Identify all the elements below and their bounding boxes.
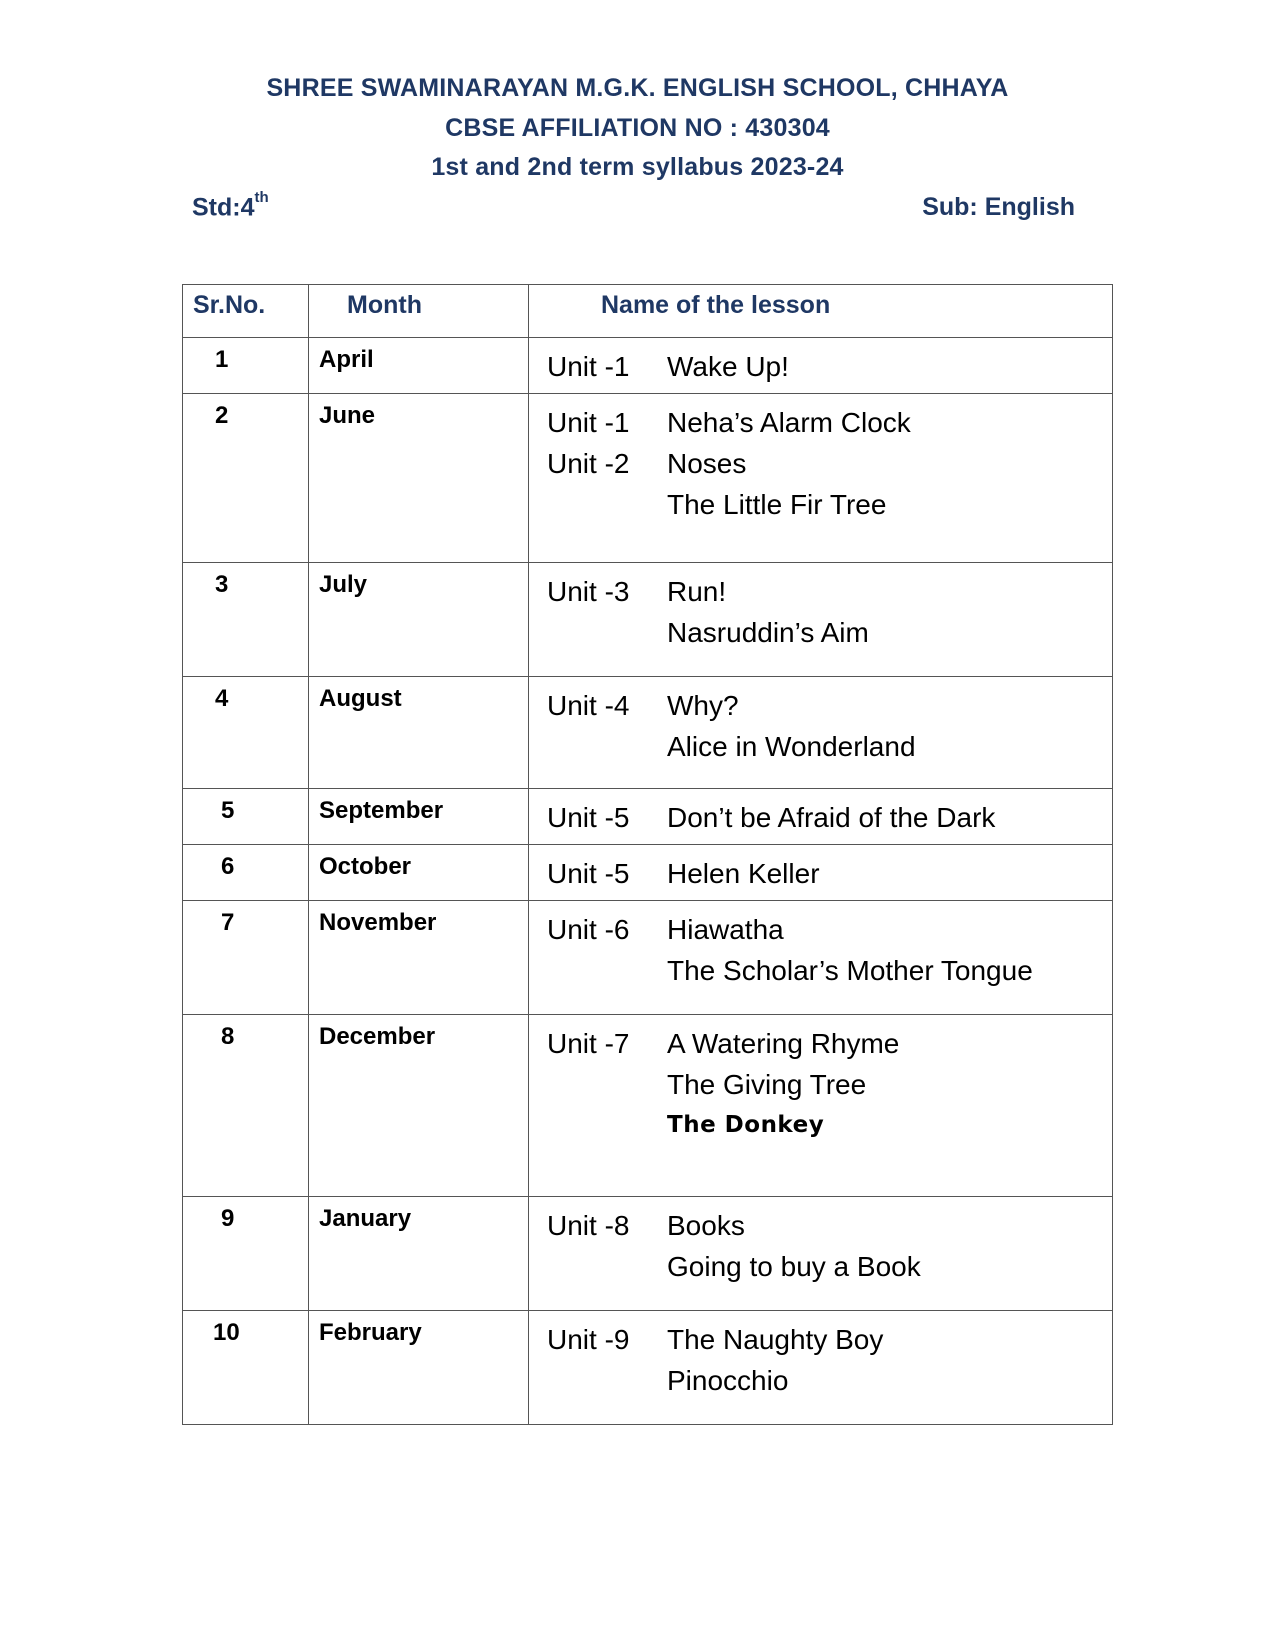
lesson-line bbox=[547, 612, 1112, 653]
unit-label: Unit -5 bbox=[547, 858, 630, 889]
lesson-line bbox=[547, 726, 1112, 767]
syllabus-table bbox=[182, 284, 1113, 1425]
unit-label: Unit -4 bbox=[547, 690, 630, 721]
lesson-title: Noses bbox=[667, 448, 747, 479]
row-month: November bbox=[309, 901, 529, 1015]
table-row bbox=[183, 845, 1113, 901]
lesson-title: Pinocchio bbox=[667, 1365, 789, 1396]
row-lessons bbox=[529, 901, 1113, 1015]
row-sr-no: 3 bbox=[183, 563, 309, 677]
lesson-line bbox=[547, 1246, 1112, 1287]
lesson-title: The Donkey bbox=[667, 1112, 825, 1138]
lesson-line bbox=[547, 685, 1112, 726]
lesson-line bbox=[547, 1105, 1112, 1146]
lesson-title: Run! bbox=[667, 576, 727, 607]
row-sr-no: 9 bbox=[183, 1197, 309, 1311]
row-month: October bbox=[309, 845, 529, 901]
subject-label: Sub: English bbox=[922, 193, 1075, 221]
lesson-line bbox=[547, 853, 1112, 894]
header-sr-no: Sr.No. bbox=[183, 285, 309, 338]
lesson-line bbox=[547, 1360, 1112, 1401]
lesson-line bbox=[547, 1023, 1112, 1064]
table-row bbox=[183, 677, 1113, 789]
row-lessons bbox=[529, 1311, 1113, 1425]
unit-label: Unit -8 bbox=[547, 1210, 630, 1241]
unit-label: Unit -7 bbox=[547, 1028, 630, 1059]
row-sr-no: 4 bbox=[183, 677, 309, 789]
unit-label bbox=[547, 1360, 667, 1401]
unit-label bbox=[547, 726, 667, 767]
table-row bbox=[183, 563, 1113, 677]
lesson-title: Neha’s Alarm Clock bbox=[667, 407, 911, 438]
lesson-title: Helen Keller bbox=[667, 858, 820, 889]
unit-label: Unit -6 bbox=[547, 914, 630, 945]
lesson-title: Going to buy a Book bbox=[667, 1251, 921, 1282]
row-sr-no: 10 bbox=[183, 1311, 309, 1425]
row-sr-no: 8 bbox=[183, 1015, 309, 1197]
lesson-line bbox=[547, 1205, 1112, 1246]
row-month: January bbox=[309, 1197, 529, 1311]
row-sr-no: 5 bbox=[183, 789, 309, 845]
school-name: SHREE SWAMINARAYAN M.G.K. ENGLISH SCHOOL, CHHAYA bbox=[266, 74, 1009, 102]
unit-label: Unit -5 bbox=[547, 802, 630, 833]
lesson-line bbox=[547, 1064, 1112, 1105]
lesson-title: A Watering Rhyme bbox=[667, 1028, 900, 1059]
row-month: July bbox=[309, 563, 529, 677]
unit-label: Unit -3 bbox=[547, 576, 630, 607]
table-row bbox=[183, 1015, 1113, 1197]
lesson-line bbox=[547, 346, 1112, 387]
lesson-title: Why? bbox=[667, 690, 739, 721]
table-row bbox=[183, 789, 1113, 845]
lesson-title: Hiawatha bbox=[667, 914, 784, 945]
row-lessons bbox=[529, 394, 1113, 563]
unit-label bbox=[547, 484, 667, 525]
row-lessons bbox=[529, 563, 1113, 677]
unit-label: Unit -1 bbox=[547, 351, 630, 382]
row-month: February bbox=[309, 1311, 529, 1425]
lesson-line bbox=[547, 950, 1112, 991]
standard-text: Std:4 bbox=[192, 193, 255, 222]
lesson-line bbox=[547, 443, 1112, 484]
unit-label bbox=[547, 950, 667, 991]
header-month: Month bbox=[309, 285, 529, 338]
lesson-line bbox=[547, 571, 1112, 612]
lesson-line bbox=[547, 484, 1112, 525]
syllabus-title: 1st and 2nd term syllabus 2023-24 bbox=[431, 153, 844, 181]
row-lessons bbox=[529, 845, 1113, 901]
unit-label bbox=[547, 1246, 667, 1287]
unit-label bbox=[547, 612, 667, 653]
row-sr-no: 1 bbox=[183, 338, 309, 394]
lesson-line bbox=[547, 402, 1112, 443]
unit-label: Unit -1 bbox=[547, 407, 630, 438]
table-header-row bbox=[183, 285, 1113, 338]
table-row bbox=[183, 394, 1113, 563]
row-lessons bbox=[529, 1015, 1113, 1197]
lesson-title: Wake Up! bbox=[667, 351, 789, 382]
unit-label: Unit -9 bbox=[547, 1324, 630, 1355]
row-lessons bbox=[529, 677, 1113, 789]
lesson-line bbox=[547, 1319, 1112, 1360]
row-sr-no: 2 bbox=[183, 394, 309, 563]
lesson-title: The Scholar’s Mother Tongue bbox=[667, 955, 1033, 986]
standard-suffix: th bbox=[254, 189, 269, 206]
row-month: December bbox=[309, 1015, 529, 1197]
lesson-title: Nasruddin’s Aim bbox=[667, 617, 869, 648]
lesson-title: The Giving Tree bbox=[667, 1069, 867, 1100]
row-lessons bbox=[529, 1197, 1113, 1311]
affiliation-number: CBSE AFFILIATION NO : 430304 bbox=[445, 114, 830, 142]
table-row bbox=[183, 1311, 1113, 1425]
table-row bbox=[183, 1197, 1113, 1311]
unit-label bbox=[547, 1105, 667, 1146]
header-lesson-name: Name of the lesson bbox=[529, 285, 1113, 338]
lesson-title: The Little Fir Tree bbox=[667, 489, 887, 520]
standard-label bbox=[192, 189, 269, 222]
lesson-title: Alice in Wonderland bbox=[667, 731, 916, 762]
lesson-line bbox=[547, 797, 1112, 838]
row-sr-no: 7 bbox=[183, 901, 309, 1015]
row-month: June bbox=[309, 394, 529, 563]
row-lessons bbox=[529, 789, 1113, 845]
row-month: September bbox=[309, 789, 529, 845]
row-lessons bbox=[529, 338, 1113, 394]
table-row bbox=[183, 901, 1113, 1015]
table-row bbox=[183, 338, 1113, 394]
unit-label: Unit -2 bbox=[547, 448, 630, 479]
row-sr-no: 6 bbox=[183, 845, 309, 901]
lesson-title: Books bbox=[667, 1210, 745, 1241]
row-month: April bbox=[309, 338, 529, 394]
lesson-line bbox=[547, 909, 1112, 950]
unit-label bbox=[547, 1064, 667, 1105]
lesson-title: The Naughty Boy bbox=[667, 1324, 884, 1355]
row-month: August bbox=[309, 677, 529, 789]
lesson-title: Don’t be Afraid of the Dark bbox=[667, 802, 996, 833]
